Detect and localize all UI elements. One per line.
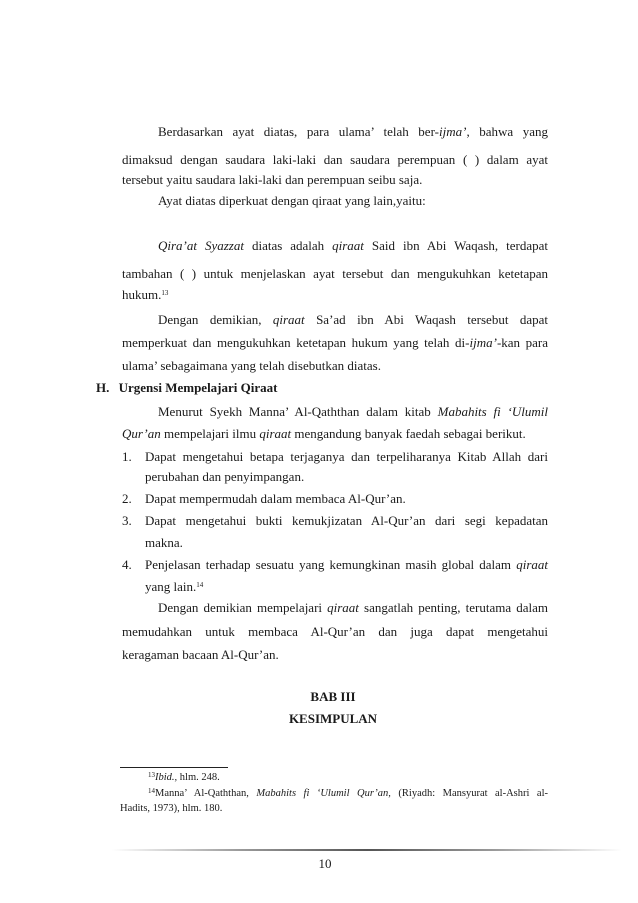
p4-line3: ulama’ sebagaimana yang telah disebutkan diatas. [122, 358, 381, 373]
text-run: Manna’ Al-Qaththan, [155, 788, 257, 799]
list-item-3-line2: makna. [145, 535, 183, 550]
p1-line1 [158, 124, 548, 140]
p3-line3 [122, 287, 168, 303]
italic-term: qiraat [259, 426, 292, 441]
footnote-ref-13[interactable]: 13 [161, 289, 169, 297]
section-letter: H. [96, 380, 110, 395]
page-number: 10 [318, 856, 332, 871]
p6-line1 [158, 600, 548, 616]
p1-line2: dimaksud dengan saudara laki-laki dan saudara perempuan ( ) dalam ayat [122, 152, 548, 167]
list-item-4-line1 [145, 557, 548, 573]
p5-line1 [158, 404, 548, 420]
italic-term: Qira’at Syazzat [158, 238, 244, 253]
p6-line3: keragaman bacaan Al-Qur’an. [122, 647, 279, 662]
list-item-1-line1: Dapat mengetahui betapa terjaganya dan terpeliharanya Kitab Allah dari [145, 449, 548, 464]
text-run: Said ibn Abi Waqash, terdapat [363, 238, 549, 253]
text-run: Dengan demikian, [158, 312, 273, 327]
list-item-3-line1: Dapat mengetahui bukti kemukjizatan Al-Qur’an dari segi kepadatan [145, 513, 548, 528]
italic-term: qiraat [327, 600, 359, 615]
p1-line3: tersebut yaitu saudara laki-laki dan perempuan seibu saja. [122, 172, 423, 187]
text-run: (Riyadh: Mansyurat al-Ashri al- [390, 788, 548, 799]
text-run: mengandung banyak faedah sebagai berikut. [291, 426, 526, 441]
footnote-number: 14 [148, 787, 155, 795]
list-item-3-number: 3. [122, 513, 132, 528]
text-run: -kan para [496, 335, 549, 350]
italic-term: ijma’ [438, 124, 467, 139]
italic-term: Mabahits fi ‘Ulumil Qur’an, [256, 788, 391, 799]
p2-line1: Ayat diatas diperkuat dengan qiraat yang lain,yaitu: [158, 193, 426, 208]
text-run: , bahwa yang [466, 124, 549, 139]
italic-term: qiraat [332, 238, 364, 253]
footer-rule [112, 849, 622, 851]
italic-term: Ibid., [155, 772, 178, 783]
list-item-1-line2: perubahan dan penyimpangan. [145, 469, 305, 484]
chapter-title: KESIMPULAN [288, 711, 378, 726]
text-run: hukum. [122, 287, 162, 302]
section-heading [96, 380, 277, 396]
italic-term: qiraat [516, 557, 548, 572]
text-run: mempelajari ilmu [160, 426, 260, 441]
list-item-1-number: 1. [122, 449, 132, 464]
footnote-separator [120, 767, 228, 768]
italic-term: Qur’an [122, 426, 161, 441]
p3-line1 [158, 238, 548, 254]
list-item-4-number: 4. [122, 557, 132, 572]
text-run: Dengan demikian mempelajari [158, 600, 328, 615]
text-run: Sa’ad ibn Abi Waqash tersebut dapat [304, 312, 548, 327]
p6-line2: memudahkan untuk membaca Al-Qur’an dan juga dapat mengetahui [122, 624, 548, 639]
footnote-13 [148, 771, 220, 784]
section-title: Urgensi Mempelajari Qiraat [118, 380, 278, 395]
p3-line2: tambahan ( ) untuk menjelaskan ayat tersebut dan mengukuhkan ketetapan [122, 266, 548, 281]
text-run: yang lain. [145, 579, 197, 594]
italic-term: qiraat [272, 312, 305, 327]
text-run: Penjelasan terhadap sesuatu yang kemungkinan masih global dalam [145, 557, 517, 572]
list-item-2-line1: Dapat mempermudah dalam membaca Al-Qur’an. [145, 491, 406, 506]
footnote-number: 13 [148, 771, 155, 779]
text-run: hlm. 248. [177, 772, 220, 783]
p4-line1 [158, 312, 548, 328]
text-run: Menurut Syekh Manna’ Al-Qaththan dalam kitab [158, 404, 438, 419]
footnote-14-line2: Hadits, 1973), hlm. 180. [120, 803, 223, 814]
text-run: Berdasarkan ayat diatas, para ulama’ telah ber- [158, 124, 439, 139]
italic-term: ijma’ [469, 335, 497, 350]
p5-line2 [122, 426, 526, 442]
footnote-ref-14[interactable]: 14 [196, 581, 204, 589]
footnote-14-line1 [148, 787, 548, 800]
chapter-label: BAB III [310, 689, 356, 704]
text-run: memperkuat dan mengukuhkan ketetapan hukum yang telah di- [122, 335, 470, 350]
italic-term: Mabahits fi ‘Ulumil [437, 404, 548, 419]
list-item-2-number: 2. [122, 491, 132, 506]
list-item-4-line2 [145, 579, 203, 595]
text-run: sangatlah penting, terutama dalam [358, 600, 548, 615]
text-run: diatas adalah [243, 238, 333, 253]
p4-line2 [122, 335, 548, 351]
